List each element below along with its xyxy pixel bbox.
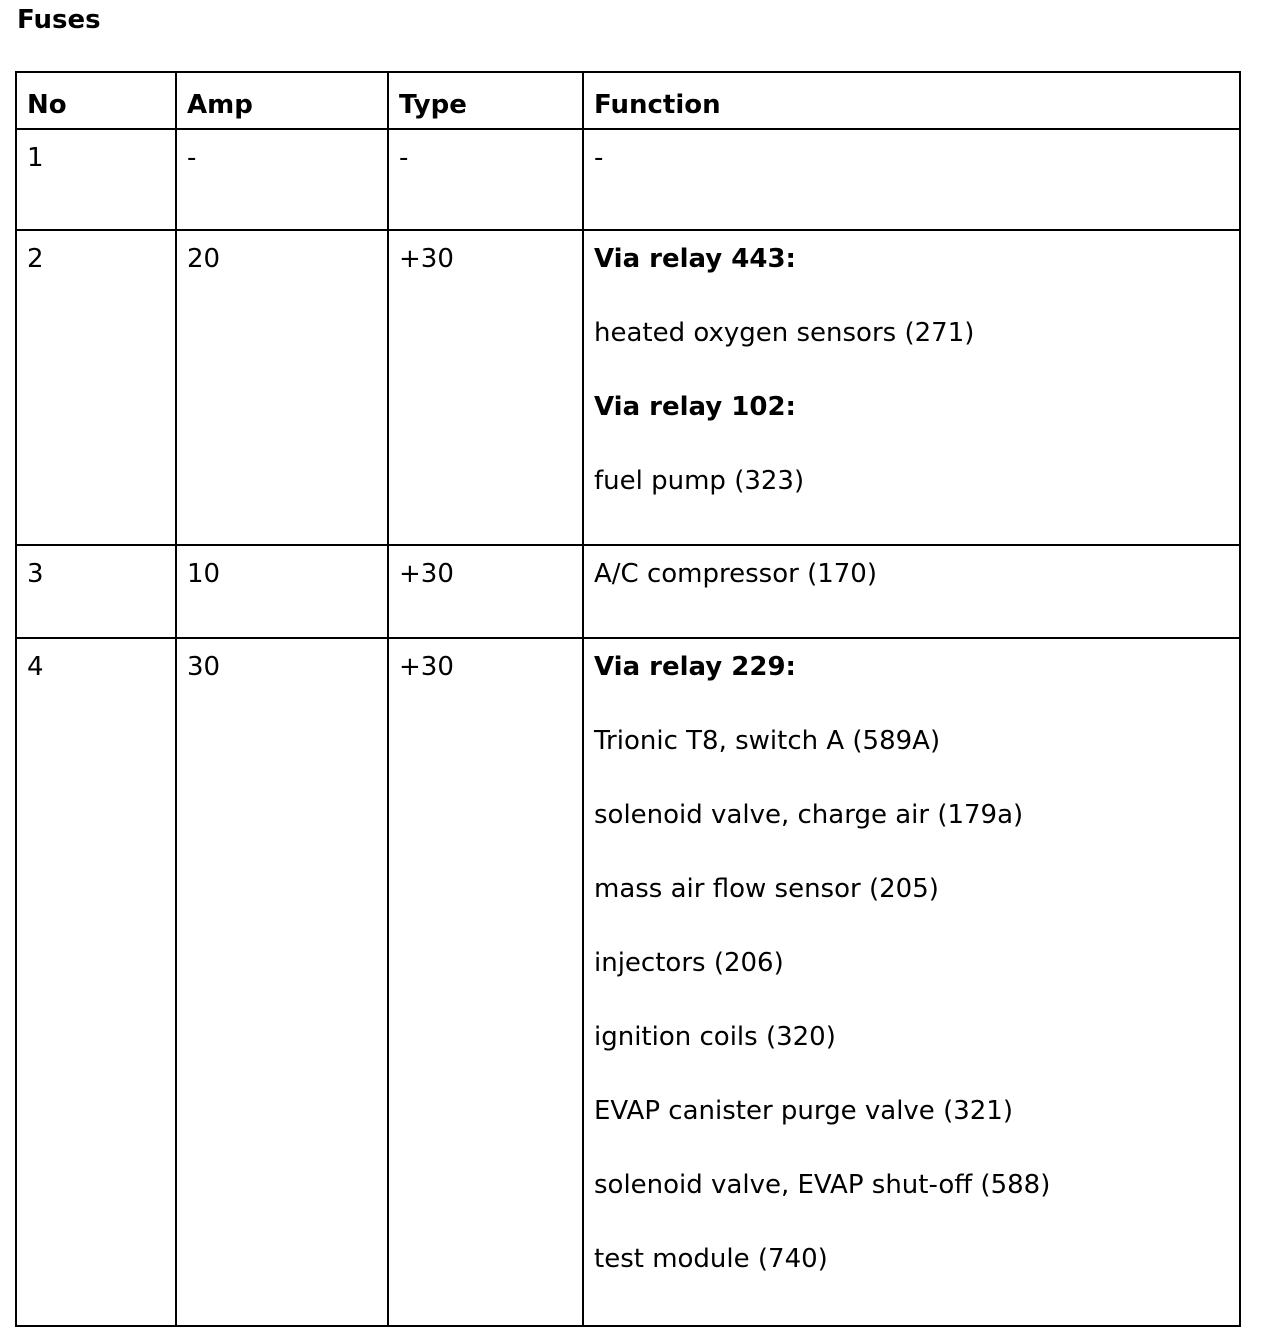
function-line: ignition coils (320) bbox=[594, 1022, 836, 1052]
header-amp: Amp bbox=[176, 72, 388, 129]
fuse-table bbox=[15, 71, 1241, 1327]
header-type: Type bbox=[388, 72, 583, 129]
cell-function bbox=[583, 129, 1240, 230]
function-line: - bbox=[594, 143, 604, 173]
cell-no: 2 bbox=[16, 230, 176, 545]
cell-no: 1 bbox=[16, 129, 176, 230]
header-no: No bbox=[16, 72, 176, 129]
function-line: Trionic T8, switch A (589A) bbox=[594, 726, 941, 756]
relay-heading: Via relay 229: bbox=[594, 652, 796, 682]
function-line: mass air flow sensor (205) bbox=[594, 874, 939, 904]
cell-type: +30 bbox=[388, 230, 583, 545]
page-title: Fuses bbox=[17, 5, 101, 35]
cell-type: +30 bbox=[388, 545, 583, 638]
cell-type: - bbox=[388, 129, 583, 230]
relay-heading: Via relay 443: bbox=[594, 244, 796, 274]
relay-heading: Via relay 102: bbox=[594, 392, 796, 422]
cell-function bbox=[583, 230, 1240, 545]
cell-type: +30 bbox=[388, 638, 583, 1326]
cell-no: 3 bbox=[16, 545, 176, 638]
table-row bbox=[16, 545, 1240, 638]
function-line: EVAP canister purge valve (321) bbox=[594, 1096, 1013, 1126]
cell-function bbox=[583, 638, 1240, 1326]
table-row bbox=[16, 230, 1240, 545]
cell-amp: 20 bbox=[176, 230, 388, 545]
cell-no: 4 bbox=[16, 638, 176, 1326]
function-line: solenoid valve, charge air (179a) bbox=[594, 800, 1024, 830]
function-line: heated oxygen sensors (271) bbox=[594, 318, 975, 348]
cell-function bbox=[583, 545, 1240, 638]
function-line: test module (740) bbox=[594, 1244, 828, 1274]
table-row bbox=[16, 129, 1240, 230]
cell-amp: 30 bbox=[176, 638, 388, 1326]
header-function: Function bbox=[583, 72, 1240, 129]
cell-amp: - bbox=[176, 129, 388, 230]
table-header-row bbox=[16, 72, 1240, 129]
table-row bbox=[16, 638, 1240, 1326]
function-line: injectors (206) bbox=[594, 948, 784, 978]
function-line: solenoid valve, EVAP shut-off (588) bbox=[594, 1170, 1051, 1200]
cell-amp: 10 bbox=[176, 545, 388, 638]
function-line: fuel pump (323) bbox=[594, 466, 805, 496]
function-line: A/C compressor (170) bbox=[594, 559, 877, 589]
